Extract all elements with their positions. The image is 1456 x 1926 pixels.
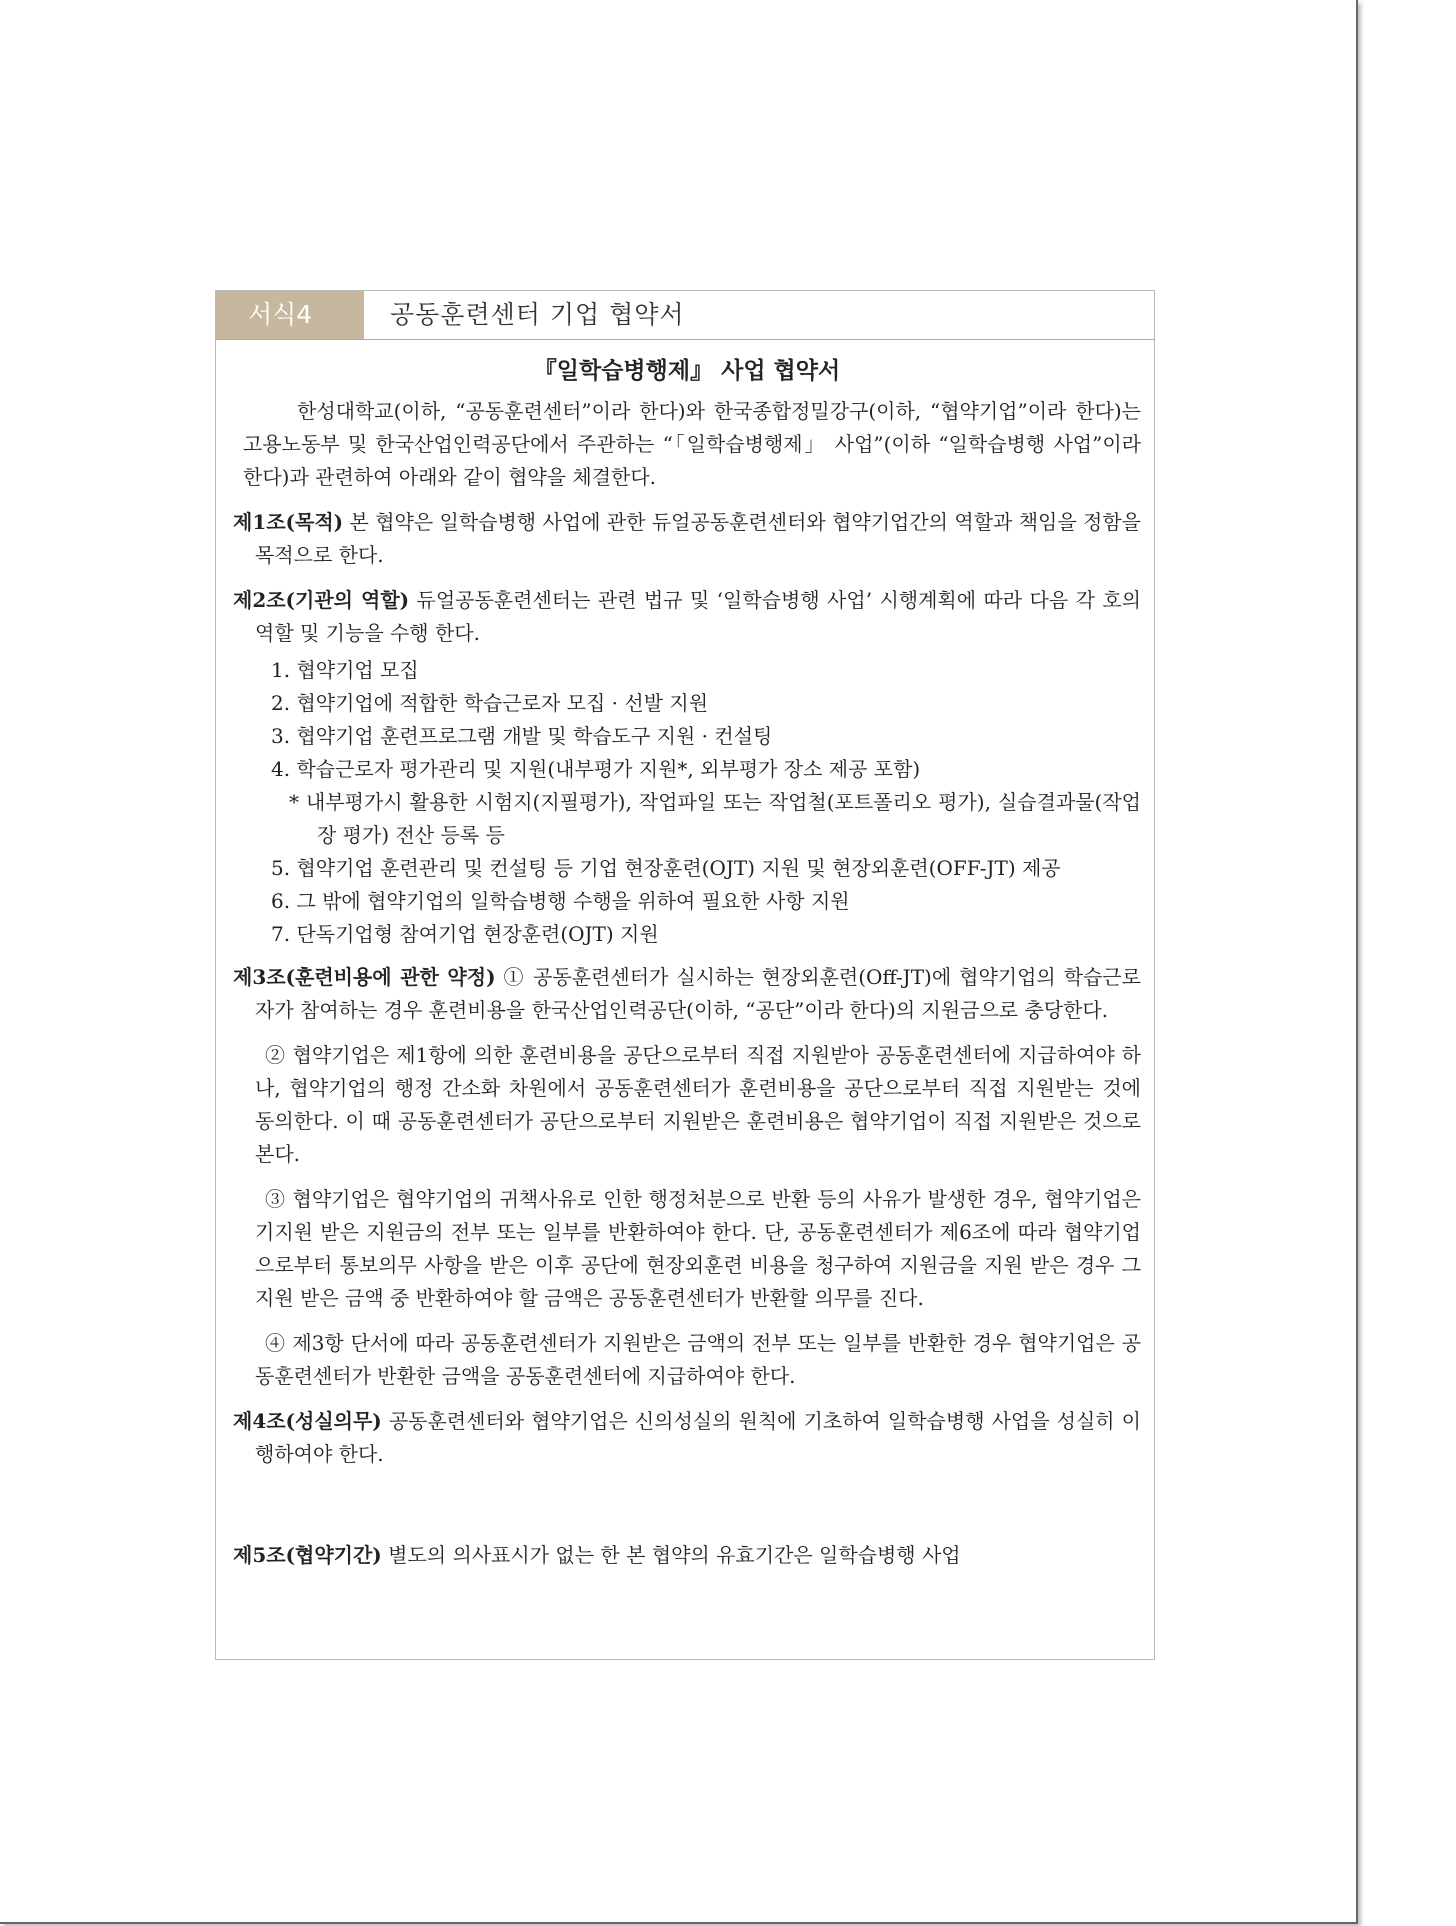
article-5-body: 별도의 의사표시가 없는 한 본 협약의 유효기간은 일학습병행 사업: [381, 1543, 961, 1567]
article-3-paragraph-4: ④ 제3항 단서에 따라 공동훈련센터가 지원받은 금액의 전부 또는 일부를 반환한 경우 협약기업은 공동훈련센터가 반환한 금액을 공동훈련센터에 지급하여야 한다.: [255, 1331, 1141, 1388]
article-3-heading: 제3조(훈련비용에 관한 약정): [233, 965, 496, 989]
article-4-body: 공동훈련센터와 협약기업은 신의성실의 원칙에 기초하여 일학습병행 사업을 성실히 이행하여야 한다.: [255, 1409, 1141, 1466]
article-2-items: [233, 654, 1141, 951]
list-item: 4. 학습근로자 평가관리 및 지원(내부평가 지원*, 외부평가 장소 제공 포함): [271, 757, 921, 781]
document-body: [216, 354, 1154, 1572]
article-1: [233, 506, 1141, 572]
article-1-body: 본 협약은 일학습병행 사업에 관한 듀얼공동훈련센터와 협약기업간의 역할과 책임을 정함을 목적으로 한다.: [255, 510, 1141, 567]
intro-paragraph: 한성대학교(이하, “공동훈련센터”이라 한다)와 한국종합정밀강구(이하, “협약기업”이라 한다)는 고용노동부 및 한국산업인력공단에서 주관하는 “「일학습병행제」 사업”(이하 “일학습병행 사업”이라 한다)과 관련하여 아래와 같이 협약을 체결한다.: [243, 399, 1141, 489]
article-5: [233, 1539, 1141, 1572]
form-number-tag: 서식4: [216, 291, 364, 339]
list-item: 1. 협약기업 모집: [271, 658, 419, 682]
form-header: [216, 291, 1154, 340]
spacer: [233, 1483, 1141, 1539]
article-3-body: ① 공동훈련센터가 실시하는 현장외훈련(Off-JT)에 협약기업의 학습근로자가 참여하는 경우 훈련비용을 한국산업인력공단(이하, “공단”이라 한다)의 지원금으로 충당한다.: [255, 965, 1141, 1022]
agreement-form: [215, 290, 1155, 1660]
article-2-body: 듀얼공동훈련센터는 관련 법규 및 ‘일학습병행 사업’ 시행계획에 따라 다음 각 호의 역할 및 기능을 수행 한다.: [255, 588, 1141, 645]
article-2-heading: 제2조(기관의 역할): [233, 588, 410, 612]
list-item: 2. 협약기업에 적합한 학습근로자 모집 · 선발 지원: [271, 691, 709, 715]
article-3: [233, 961, 1141, 1027]
article-4-heading: 제4조(성실의무): [233, 1409, 382, 1433]
list-item: 7. 단독기업형 참여기업 현장훈련(OJT) 지원: [271, 922, 659, 946]
article-2: [233, 584, 1141, 650]
article-3-paragraph-2: ② 협약기업은 제1항에 의한 훈련비용을 공단으로부터 직접 지원받아 공동훈련센터에 지급하여야 하나, 협약기업의 행정 간소화 차원에서 공동훈련센터가 훈련비용을 공단으로부터 직접 지원받는 것에 동의한다. 이 때 공동훈련센터가 공단으로부터 지원받은 훈련비용은 협약기업이 직접 지원받은 것으로 본다.: [255, 1043, 1141, 1166]
article-3-paragraph-3: ③ 협약기업은 협약기업의 귀책사유로 인한 행정처분으로 반환 등의 사유가 발생한 경우, 협약기업은 기지원 받은 지원금의 전부 또는 일부를 반환하여야 한다. 단, 공동훈련센터가 제6조에 따라 협약기업으로부터 통보의무 사항을 받은 이후 공단에 현장외훈련 비용을 청구하여 지원금을 지원 받은 경우 그 지원 받은 금액 중 반환하여야 할 금액은 공동훈련센터가 반환할 의무를 진다.: [255, 1187, 1141, 1310]
article-4: [233, 1405, 1141, 1471]
evaluation-footnote: * 내부평가시 활용한 시험지(지필평가), 작업파일 또는 작업철(포트폴리오 평가), 실습결과물(작업장 평가) 전산 등록 등: [289, 790, 1141, 847]
document-title: 『일학습병행제』 사업 협약서: [533, 357, 841, 384]
article-5-heading: 제5조(협약기간): [233, 1543, 382, 1567]
article-1-heading: 제1조(목적): [233, 510, 344, 534]
form-header-title: 공동훈련센터 기업 협약서: [390, 300, 685, 329]
list-item: 3. 협약기업 훈련프로그램 개발 및 학습도구 지원 · 컨설팅: [271, 724, 773, 748]
list-item: 6. 그 밖에 협약기업의 일학습병행 수행을 위하여 필요한 사항 지원: [271, 889, 850, 913]
list-item: 5. 협약기업 훈련관리 및 컨설팅 등 기업 현장훈련(OJT) 지원 및 현장외훈련(OFF-JT) 제공: [271, 856, 1061, 880]
